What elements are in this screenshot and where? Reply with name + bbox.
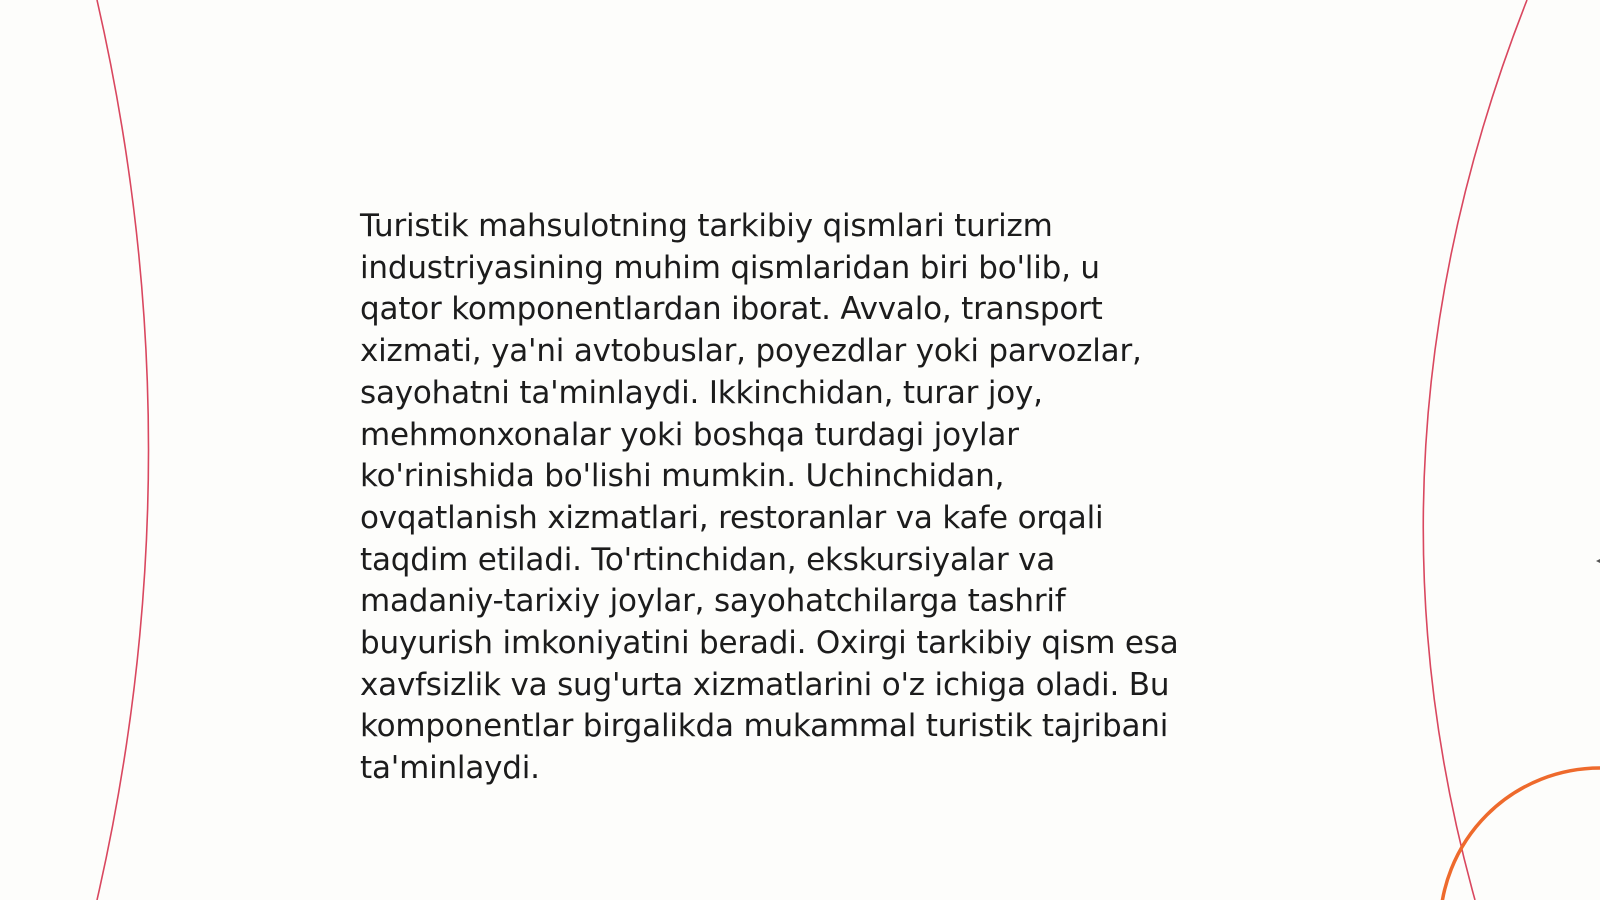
body-line: mehmonxonalar yoki boshqa turdagi joylar <box>360 416 1019 453</box>
body-line: madaniy-tarixiy joylar, sayohatchilarga tashrif <box>360 583 1066 620</box>
body-line: ko'rinishida bo'lishi mumkin. Uchinchidan, <box>360 458 1005 495</box>
body-line: xizmati, ya'ni avtobuslar, poyezdlar yoki parvozlar, <box>360 333 1142 370</box>
small-arrow-mark <box>1596 559 1600 563</box>
body-line: industriyasining muhim qismlaridan biri bo'lib, u <box>360 249 1100 286</box>
body-line: qator komponentlardan iborat. Avvalo, transport <box>360 291 1103 328</box>
body-line: komponentlar birgalikda mukammal turistik tajribani <box>360 708 1169 745</box>
orange-circle-outline <box>1440 768 1600 900</box>
body-line: ta'minlaydi. <box>360 750 540 787</box>
right-curve-line <box>1423 0 1527 900</box>
body-line: Turistik mahsulotning tarkibiy qismlari turizm <box>360 208 1053 244</box>
body-line: sayohatni ta'minlaydi. Ikkinchidan, turar joy, <box>360 374 1043 411</box>
body-line: xavfsizlik va sug'urta xizmatlarini o'z ichiga oladi. Bu <box>360 666 1170 703</box>
body-paragraph <box>360 206 1240 790</box>
left-curve-line <box>97 0 149 900</box>
body-line: buyurish imkoniyatini beradi. Oxirgi tarkibiy qism esa <box>360 625 1179 662</box>
body-line: ovqatlanish xizmatlari, restoranlar va kafe orqali <box>360 499 1104 536</box>
body-line: taqdim etiladi. To'rtinchidan, ekskursiyalar va <box>360 541 1056 578</box>
